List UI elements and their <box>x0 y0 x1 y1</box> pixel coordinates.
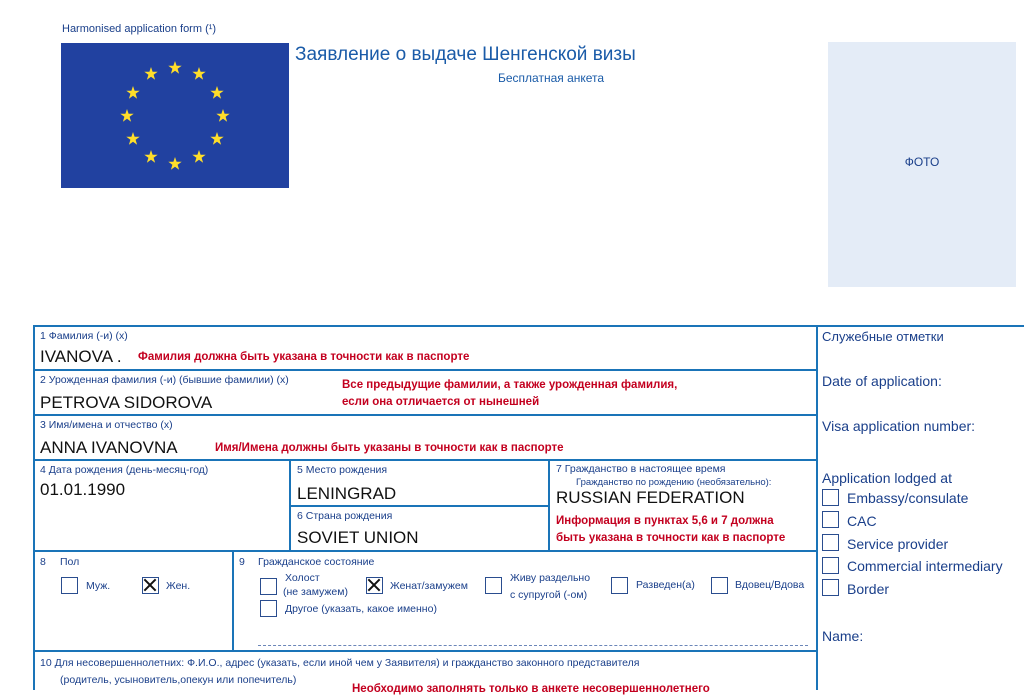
sidebar-title: Служебные отметки <box>822 329 944 344</box>
row-divider-1 <box>33 369 816 371</box>
surname-note: Фамилия должна быть указана в точности как в паспорте <box>138 351 470 363</box>
lodged-cac-label: CAC <box>847 513 877 529</box>
field-2-label: 2 Урожденная фамилия (-и) (бывшие фамилии) (x) <box>40 374 289 386</box>
birth-place-value[interactable]: LENINGRAD <box>297 484 397 503</box>
marital-separated-label-1: Живу раздельно <box>510 572 591 584</box>
birth-surname-value[interactable]: PETROVA SIDOROVA <box>40 393 213 412</box>
field-7-sublabel: Гражданство по рождению (необязательно): <box>576 477 772 488</box>
lodged-commercial-checkbox[interactable] <box>822 557 839 574</box>
marital-single-label-1: Холост <box>285 572 320 584</box>
photo-label: ФОТО <box>904 155 940 169</box>
marital-married-label: Женат/замужем <box>390 580 468 592</box>
col-divider-8-9 <box>232 550 234 650</box>
lodged-service-provider-checkbox[interactable] <box>822 534 839 551</box>
lodged-border-checkbox[interactable] <box>822 579 839 596</box>
col-divider-5-7 <box>548 459 550 551</box>
field-4-label: 4 Дата рождения (день-месяц-год) <box>40 464 209 476</box>
marital-single-label-2: (не замужем) <box>283 586 348 598</box>
first-name-value[interactable]: ANNA IVANOVNA <box>40 438 178 457</box>
row-divider-5-6 <box>289 505 548 507</box>
lodged-commercial-label: Commercial intermediary <box>847 558 1003 574</box>
nationality-value[interactable]: RUSSIAN FEDERATION <box>556 488 745 507</box>
marital-married-checkbox[interactable] <box>366 577 383 594</box>
field-7-label: 7 Гражданство в настоящее время <box>556 463 726 475</box>
first-name-note: Имя/Имена должны быть указаны в точности как в паспорте <box>215 442 564 454</box>
sidebar-divider <box>816 325 818 690</box>
field-1-label: 1 Фамилия (-и) (x) <box>40 330 128 342</box>
name-label: Name: <box>822 628 864 644</box>
lodged-embassy-checkbox[interactable] <box>822 489 839 506</box>
field-3-label: 3 Имя/имена и отчество (x) <box>40 419 173 431</box>
row-divider-3 <box>33 459 816 461</box>
field-9-number: 9 <box>239 556 245 568</box>
row-divider-4 <box>33 550 816 552</box>
lodged-service-provider-label: Service provider <box>847 536 949 552</box>
form-top-border <box>33 325 1024 327</box>
nationality-note-2: быть указана в точности как в паспорте <box>556 532 786 544</box>
form-subtitle: Бесплатная анкета <box>498 71 605 85</box>
lodged-cac-checkbox[interactable] <box>822 511 839 528</box>
date-of-application-label: Date of application: <box>822 373 942 389</box>
sex-male-label: Муж. <box>86 580 111 592</box>
birth-date-value[interactable]: 01.01.1990 <box>40 480 126 499</box>
birth-surname-note-2: если она отличается от нынешней <box>342 396 540 408</box>
field-6-label: 6 Страна рождения <box>297 510 393 522</box>
form-left-border <box>33 325 35 690</box>
row-divider-2 <box>33 414 816 416</box>
marital-divorced-label: Разведен(а) <box>636 579 695 591</box>
marital-other-input[interactable] <box>258 645 808 646</box>
field-10-label-2: (родитель, усыновитель,опекун или попечитель) <box>60 674 297 686</box>
marital-separated-checkbox[interactable] <box>485 577 502 594</box>
form-title: Заявление о выдаче Шенгенской визы <box>295 44 636 65</box>
photo-box[interactable] <box>828 42 1016 287</box>
field-8-label: Пол <box>60 556 80 568</box>
marital-separated-label-2: с супругой (-ом) <box>510 589 588 601</box>
birth-surname-note-1: Все предыдущие фамилии, а также урожденная фамилия, <box>342 379 678 391</box>
marital-divorced-checkbox[interactable] <box>611 577 628 594</box>
marital-other-label: Другое (указать, какое именно) <box>285 603 437 615</box>
marital-other-checkbox[interactable] <box>260 600 277 617</box>
field-8-number: 8 <box>40 556 46 568</box>
field-5-label: 5 Место рождения <box>297 464 388 476</box>
eu-flag <box>61 43 289 188</box>
field-9-label: Гражданское состояние <box>258 556 375 568</box>
marital-widowed-checkbox[interactable] <box>711 577 728 594</box>
sex-male-checkbox[interactable] <box>61 577 78 594</box>
lodged-at-label: Application lodged at <box>822 470 952 486</box>
lodged-embassy-label: Embassy/consulate <box>847 490 969 506</box>
sex-female-checkbox[interactable] <box>142 577 159 594</box>
row-divider-5 <box>33 650 816 652</box>
form-label: Harmonised application form (¹) <box>62 23 217 35</box>
sex-female-label: Жен. <box>166 580 191 592</box>
lodged-border-label: Border <box>847 581 890 597</box>
eu-stars-icon <box>61 43 289 188</box>
marital-widowed-label: Вдовец/Вдова <box>735 579 805 591</box>
visa-number-label: Visa application number: <box>822 418 976 434</box>
marital-single-checkbox[interactable] <box>260 578 277 595</box>
nationality-note-1: Информация в пунктах 5,6 и 7 должна <box>556 515 774 527</box>
field-10-label-1: 10 Для несовершеннолетних: Ф.И.О., адрес (указать, если иной чем у Заявителя) и гражданство законного представителя <box>40 657 640 669</box>
birth-country-value[interactable]: SOVIET UNION <box>297 528 419 547</box>
surname-value[interactable]: IVANOVA . <box>40 347 122 366</box>
field-10-note: Необходимо заполнять только в анкете несовершеннолетнего <box>352 683 710 695</box>
